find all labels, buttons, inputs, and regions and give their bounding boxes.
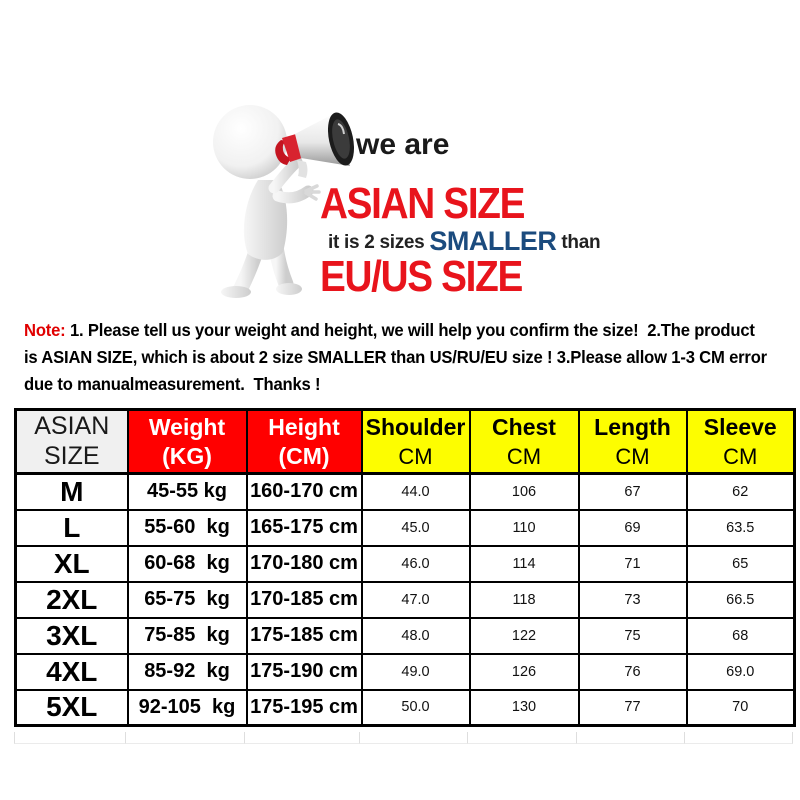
table-row-2xl <box>16 582 795 618</box>
ghost-cell <box>245 732 360 744</box>
comparison-suffix: than <box>556 232 601 253</box>
header-length-unit: CM <box>615 443 650 469</box>
cell-weight: 45-55 kg <box>128 474 247 510</box>
ghost-cell <box>685 732 793 744</box>
size-table-header <box>16 410 795 474</box>
note-paragraph <box>24 317 799 398</box>
header-length-line1: Length <box>594 413 671 440</box>
cell-weight: 92-105 kg <box>128 690 247 726</box>
cell-shoulder: 44.0 <box>362 474 470 510</box>
cell-chest: 122 <box>470 618 579 654</box>
cell-chest: 106 <box>470 474 579 510</box>
cell-height: 170-180 cm <box>247 546 362 582</box>
table-row-l <box>16 510 795 546</box>
header-sleeve-unit: CM <box>723 443 758 469</box>
note-line-3: due to manualmeasurement. Thanks ! <box>24 374 321 394</box>
ghost-cell <box>577 732 685 744</box>
mascot-open-hand <box>278 186 319 199</box>
eu-us-size-title: EU/US SIZE <box>320 252 522 301</box>
cell-height: 175-185 cm <box>247 618 362 654</box>
note-line-1 <box>24 317 760 344</box>
cell-sleeve: 70 <box>687 690 795 726</box>
cell-length: 71 <box>579 546 687 582</box>
header-chest-unit: CM <box>506 443 542 469</box>
cell-height: 160-170 cm <box>247 474 362 510</box>
header-chest <box>470 410 579 474</box>
table-row-m <box>16 474 795 510</box>
header-asian-size-line2: SIZE <box>43 441 100 470</box>
note-label: Note: <box>24 320 70 340</box>
table-row-xl <box>16 546 795 582</box>
cell-size: 4XL <box>16 654 128 690</box>
cell-shoulder: 45.0 <box>362 510 470 546</box>
cell-weight: 85-92 kg <box>128 654 247 690</box>
header-asian-size-line1: ASIAN <box>34 412 110 440</box>
header-weight <box>128 410 247 474</box>
ghost-cell <box>360 732 468 744</box>
cell-sleeve: 69.0 <box>687 654 795 690</box>
table-row-3xl <box>16 618 795 654</box>
cell-sleeve: 63.5 <box>687 510 795 546</box>
cell-height: 170-185 cm <box>247 582 362 618</box>
header-height-line1: Height <box>268 413 340 440</box>
header-shoulder <box>362 410 470 474</box>
cell-chest: 110 <box>470 510 579 546</box>
cell-weight: 75-85 kg <box>128 618 247 654</box>
cell-sleeve: 62 <box>687 474 795 510</box>
cell-length: 77 <box>579 690 687 726</box>
header-sleeve-line1: Sleeve <box>703 413 777 440</box>
header-sleeve <box>687 410 795 474</box>
cell-shoulder: 46.0 <box>362 546 470 582</box>
header-shoulder-line1: Shoulder <box>365 413 466 440</box>
asian-size-title: ASIAN SIZE <box>320 179 525 228</box>
cell-shoulder: 50.0 <box>362 690 470 726</box>
we-are-text: we are <box>356 128 450 161</box>
ghost-cell <box>14 732 126 744</box>
cell-length: 67 <box>579 474 687 510</box>
cell-height: 175-195 cm <box>247 690 362 726</box>
header-shoulder-unit: CM <box>398 443 433 469</box>
cell-size: M <box>16 474 128 510</box>
header-height <box>247 410 362 474</box>
cell-chest: 130 <box>470 690 579 726</box>
table-row-5xl <box>16 690 795 726</box>
cell-shoulder: 47.0 <box>362 582 470 618</box>
header-length <box>579 410 687 474</box>
cell-length: 75 <box>579 618 687 654</box>
cell-weight: 65-75 kg <box>128 582 247 618</box>
cell-size: 2XL <box>16 582 128 618</box>
note-line-2: is ASIAN SIZE, which is about 2 size SMALLER than US/RU/EU size ! 3.Please allow 1-3 CM error <box>24 347 767 367</box>
cell-height: 165-175 cm <box>247 510 362 546</box>
cell-chest: 118 <box>470 582 579 618</box>
cell-length: 76 <box>579 654 687 690</box>
header-chest-line1: Chest <box>492 413 556 440</box>
cell-size: L <box>16 510 128 546</box>
ghost-cell <box>126 732 245 744</box>
cell-size: XL <box>16 546 128 582</box>
header-weight-line1: Weight <box>148 413 226 440</box>
table-row-4xl <box>16 654 795 690</box>
cell-shoulder: 49.0 <box>362 654 470 690</box>
smaller-emphasis: SMALLER <box>429 226 557 256</box>
cell-length: 69 <box>579 510 687 546</box>
header-height-line2: (CM) <box>278 442 330 469</box>
cell-height: 175-190 cm <box>247 654 362 690</box>
mascot-head <box>213 105 287 179</box>
cell-sleeve: 68 <box>687 618 795 654</box>
cell-sleeve: 65 <box>687 546 795 582</box>
cell-shoulder: 48.0 <box>362 618 470 654</box>
comparison-prefix: it is 2 sizes <box>328 232 430 253</box>
header-asian-size <box>16 410 128 474</box>
ghost-cell <box>468 732 577 744</box>
header-weight-line2: (KG) <box>162 442 212 469</box>
cell-size: 5XL <box>16 690 128 726</box>
cell-chest: 126 <box>470 654 579 690</box>
note-text-1: 1. Please tell us your weight and height, we will help you confirm the size! 2.The product <box>69 320 755 340</box>
cropped-partial-row <box>14 732 793 744</box>
cell-chest: 114 <box>470 546 579 582</box>
size-table <box>14 408 796 727</box>
cell-weight: 60-68 kg <box>128 546 247 582</box>
cell-length: 73 <box>579 582 687 618</box>
cell-sleeve: 66.5 <box>687 582 795 618</box>
cell-size: 3XL <box>16 618 128 654</box>
cell-weight: 55-60 kg <box>128 510 247 546</box>
